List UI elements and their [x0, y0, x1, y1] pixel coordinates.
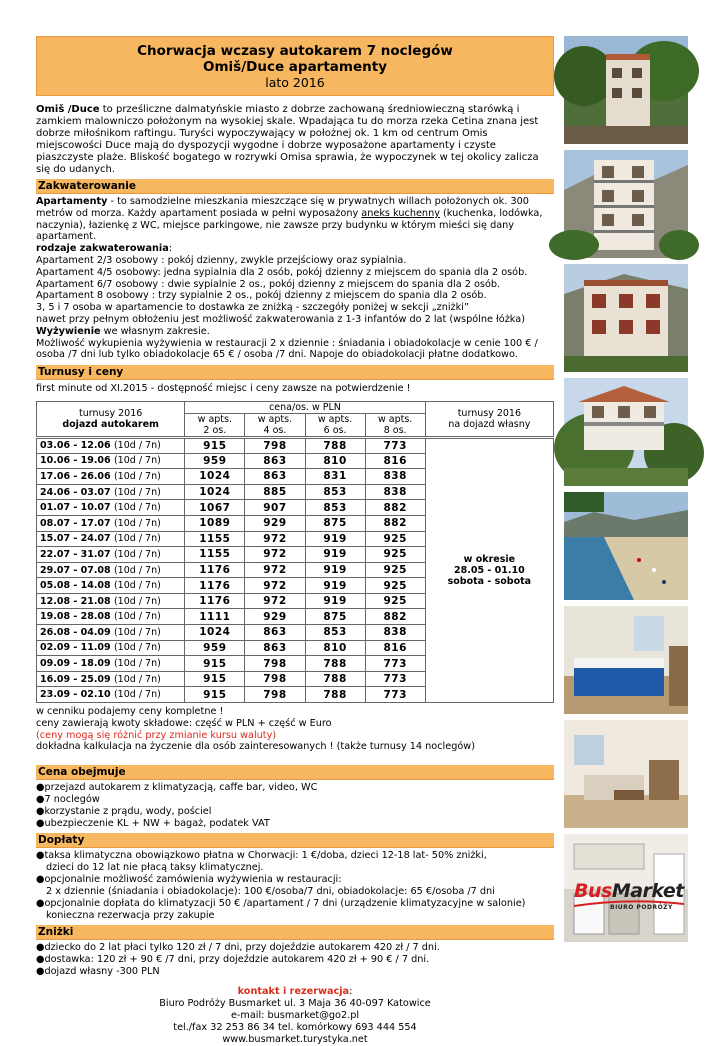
apartments-desc: [36, 196, 554, 243]
turnus-date-range: 16.09 - 25.09: [40, 673, 111, 685]
list-item: ● dziecko do 2 lat płaci tylko 120 zł / 7 dni, przy dojeździe autokarem 420 zł / 7 dni.: [36, 942, 554, 954]
main-content: [36, 36, 554, 1046]
photo-villa-3: [564, 264, 688, 372]
price-cell: 915: [185, 437, 245, 453]
turnus-length: (10d / 7n): [113, 517, 161, 529]
list-item: ● korzystanie z prądu, wody, pościel: [36, 806, 554, 818]
turnus-dates: [37, 500, 185, 516]
own-travel-period-line: 28.05 - 01.10: [454, 565, 525, 576]
price-cell: 798: [245, 437, 305, 453]
turnus-date-range: 19.08 - 28.08: [40, 611, 111, 623]
food-extra: Możliwość wykupienia wyżywienia w restauracji 2 x dziennie : śniadania i obiadokolacje w cenie 100 € / osoba /7 dni lub tylko obiadokolacje 65 € / osoba /7 dni. Napoje do obiadokolacji płatne dodatkowo.: [36, 337, 538, 361]
price-cell: 788: [305, 437, 365, 453]
busmarket-logo: [574, 876, 684, 916]
after-table-l2: ceny zawierają kwoty składowe: część w PLN + część w Euro: [36, 717, 332, 729]
type-line: 3, 5 i 7 osoba w apartamencie to dostawka ze zniżką - szczegóły poniżej w sekcji „zniżki”: [36, 302, 469, 314]
contact-address: Biuro Podróży Busmarket ul. 3 Maja 36 40-097 Katowice: [159, 998, 431, 1010]
price-cell: 1155: [185, 531, 245, 547]
apartments-text-2: (kuchenka, lodówka, naczynia), łazienkę z WC, miejsce parkingowe, nie zawsze przy budynku w którym mieści się dany apartament.: [36, 207, 543, 243]
price-cell: 959: [185, 453, 245, 469]
price-group-header: cena/os. w PLN: [185, 401, 425, 413]
price-cell: 838: [365, 469, 425, 485]
logo-sub: BIURO PODRÓŻY: [610, 904, 673, 911]
list-item: ● dojazd własny -300 PLN: [36, 966, 554, 978]
turnus-dates: [37, 515, 185, 531]
price-cell: 1024: [185, 469, 245, 485]
price-cell: 863: [245, 453, 305, 469]
col-right-1: turnusy 2016: [457, 407, 521, 419]
col-turnus-sub: dojazd autokarem: [62, 418, 159, 430]
logo-word: [574, 880, 684, 902]
price-cell: 816: [365, 640, 425, 656]
title-line-2: Omiš/Duce apartamenty: [202, 59, 387, 75]
turnus-date-range: 24.06 - 03.07: [40, 486, 111, 498]
turnus-date-range: 08.07 - 17.07: [40, 517, 111, 529]
turnus-dates: [37, 578, 185, 594]
price-cell: 972: [245, 562, 305, 578]
contact-website[interactable]: www.busmarket.turystyka.net: [222, 1034, 368, 1046]
type-line: Apartament 6/7 osobowy : dwie sypialnie 2 os., pokój dzienny z miejscem do spania dla 2 osób.: [36, 278, 501, 290]
price-cell: 798: [245, 656, 305, 672]
intro-text: to prześliczne dalmatyńskie miasto z dobrze zachowaną średniowieczną starówką i zamkiem malowniczo położonym na wysokiej skale. Wpadająca tu do morza rzeka Cetina znana jest dobrze miłośnikom raftingu. Turyści wypoczywający w położnej ok. 1 km od centrum Omis miejscowości Duce mają do dyspozycji wygodne i dobrze wyposażone apartamenty i czyste piaszczyste plaże. Bliskość bogatego w rozrywki Omisa sprawia, że wypoczynek w tej okolicy zalicza się do udanych.: [36, 104, 539, 175]
apt-col-l2: 4 os.: [263, 424, 287, 436]
col-right-header: [425, 401, 553, 437]
price-cell: 929: [245, 609, 305, 625]
list-item: [36, 850, 554, 874]
price-cell: 1155: [185, 547, 245, 563]
price-cell: 853: [305, 500, 365, 516]
price-cell: 919: [305, 593, 365, 609]
own-travel-period-line: sobota - sobota: [447, 576, 532, 587]
type-line: Apartament 4/5 osobowy: jedna sypialnia dla 2 osób, pokój dzienny z miejscem do spania dla 2 osób.: [36, 266, 528, 278]
price-cell: 773: [365, 656, 425, 672]
own-travel-period-cell: [425, 437, 553, 702]
section-cena: Cena obejmuje: [36, 765, 554, 780]
turnus-length: (10d / 7n): [113, 580, 161, 592]
turnus-dates: [37, 625, 185, 641]
contact-block: [36, 986, 554, 1046]
intro-paragraph: [36, 104, 554, 176]
apt-col-l2: 8 os.: [383, 424, 407, 436]
price-cell: 915: [185, 671, 245, 687]
doplaty-list: [36, 850, 554, 922]
price-cell: 1067: [185, 500, 245, 516]
turnus-date-range: 29.07 - 07.08: [40, 564, 111, 576]
price-cell: 1024: [185, 625, 245, 641]
contact-email[interactable]: e-mail: busmarket@go2.pl: [230, 1010, 360, 1022]
price-cell: 853: [305, 484, 365, 500]
turnus-dates: [37, 437, 185, 453]
doplaty-item-3: opcjonalnie dopłata do klimatyzacji 50 € /apartament / 7 dni (urządzenie klimatyzacyjne w salonie): [44, 898, 526, 910]
turnus-dates: [37, 609, 185, 625]
price-cell: 919: [305, 547, 365, 563]
price-cell: 810: [305, 453, 365, 469]
after-table-l4: dokładna kalkulacja na życzenie dla osób zainteresowanych ! (także turnusy 14 noclegów): [36, 741, 475, 753]
price-cell: 929: [245, 515, 305, 531]
turnus-dates: [37, 640, 185, 656]
section-doplaty: Dopłaty: [36, 833, 554, 848]
price-cell: 972: [245, 531, 305, 547]
turnus-date-range: 05.08 - 14.08: [40, 580, 111, 592]
price-cell: 1176: [185, 593, 245, 609]
price-cell: 810: [305, 640, 365, 656]
apartments-text-1: - to samodzielne mieszkania mieszczące się w prywatnych willach położonych ok. 300 metrów od morza. Każdy apartament posiada w pełni wyposażony: [36, 196, 529, 219]
table-row: [37, 437, 554, 453]
price-cell: 907: [245, 500, 305, 516]
turnus-dates: [37, 671, 185, 687]
apt-col-header: [365, 413, 425, 437]
zakwaterowanie-block: [36, 196, 554, 361]
list-item: ● przejazd autokarem z klimatyzacją, caffe bar, video, WC: [36, 782, 554, 794]
price-cell: 788: [305, 671, 365, 687]
price-cell: 882: [365, 515, 425, 531]
price-cell: 798: [245, 687, 305, 703]
apt-col-header: [185, 413, 245, 437]
turnus-dates: [37, 547, 185, 563]
price-cell: 925: [365, 547, 425, 563]
price-cell: 838: [365, 625, 425, 641]
types-label: rodzaje zakwaterowania: [36, 243, 169, 255]
type-line: Apartament 8 osobowy : trzy sypialnie 2 os., pokój dzienny z miejscem do spania dla 2 osób.: [36, 290, 487, 302]
turnus-dates: [37, 687, 185, 703]
price-cell: 882: [365, 609, 425, 625]
price-cell: 882: [365, 500, 425, 516]
turnus-date-range: 09.09 - 18.09: [40, 658, 111, 670]
contact-colon: :: [349, 986, 353, 998]
apt-col-l2: 6 os.: [323, 424, 347, 436]
own-travel-period-line: w okresie: [463, 554, 516, 565]
turnus-dates: [37, 531, 185, 547]
turnus-length: (10d / 7n): [113, 470, 161, 482]
turnus-length: (10d / 7n): [113, 642, 161, 654]
apt-col-l1: w apts.: [257, 413, 293, 425]
turnus-date-range: 03.06 - 12.06: [40, 440, 111, 452]
turnus-date-range: 23.09 - 02.10: [40, 689, 111, 701]
price-cell: 838: [365, 484, 425, 500]
price-cell: 1111: [185, 609, 245, 625]
doplaty-item-2b: 2 x dziennie (śniadania i obiadokolacje): 100 €/osoba/7 dni, obiadokolacje: 65 €/osoba /7 dni: [46, 886, 495, 898]
price-cell: 925: [365, 593, 425, 609]
contact-phone: tel./fax 32 253 86 34 tel. komórkowy 693 444 554: [173, 1022, 417, 1034]
after-table-l1: w cenniku podajemy ceny kompletne !: [36, 706, 224, 718]
col-turnus: turnusy 2016: [78, 407, 143, 419]
price-cell: 788: [305, 656, 365, 672]
photo-beach: [564, 492, 688, 600]
turnus-date-range: 10.06 - 19.06: [40, 455, 111, 467]
turnus-date-range: 01.07 - 10.07: [40, 502, 111, 514]
znizki-list: [36, 942, 554, 978]
price-cell: 875: [305, 609, 365, 625]
price-table-body: [37, 437, 554, 702]
price-cell: 925: [365, 578, 425, 594]
section-turnusy: Turnusy i ceny: [36, 365, 554, 380]
turnus-length: (10d / 7n): [113, 658, 161, 670]
title-line-3: lato 2016: [265, 75, 325, 90]
kitchen-link-text: aneks kuchenny: [361, 207, 440, 219]
turnus-date-range: 02.09 - 11.09: [40, 642, 111, 654]
turnus-date-range: 26.08 - 04.09: [40, 626, 111, 638]
price-cell: 816: [365, 453, 425, 469]
turnus-length: (10d / 7n): [113, 689, 161, 701]
turnus-date-range: 22.07 - 31.07: [40, 548, 111, 560]
price-cell: 773: [365, 437, 425, 453]
list-item: [36, 874, 554, 898]
section-znizki: Zniżki: [36, 925, 554, 940]
turnus-length: (10d / 7n): [113, 533, 161, 545]
photo-villa-1: [564, 36, 688, 144]
photo-column: [564, 36, 688, 948]
apt-col-header: [305, 413, 365, 437]
price-cell: 915: [185, 687, 245, 703]
turnus-length: (10d / 7n): [113, 440, 161, 452]
price-cell: 925: [365, 562, 425, 578]
turnusy-note: first minute od XI.2015 - dostępność miejsc i ceny zawsze na potwierdzenie !: [36, 383, 411, 395]
price-table: [36, 401, 554, 703]
turnus-length: (10d / 7n): [113, 455, 161, 467]
price-cell: 972: [245, 593, 305, 609]
price-cell: 972: [245, 578, 305, 594]
list-item: ● dostawka: 120 zł + 90 € /7 dni, przy dojeździe autokarem 420 zł + 90 € / 7 dni.: [36, 954, 554, 966]
price-cell: 972: [245, 547, 305, 563]
turnus-length: (10d / 7n): [113, 564, 161, 576]
turnus-length: (10d / 7n): [113, 611, 161, 623]
price-cell: 875: [305, 515, 365, 531]
turnus-dates: [37, 484, 185, 500]
list-item: ● 7 noclegów: [36, 794, 554, 806]
price-cell: 959: [185, 640, 245, 656]
turnus-length: (10d / 7n): [113, 548, 161, 560]
title-box: [36, 36, 554, 96]
price-cell: 919: [305, 578, 365, 594]
logo-bus: Bus: [574, 880, 612, 902]
photo-living-room: [564, 720, 688, 828]
price-cell: 863: [245, 469, 305, 485]
price-cell: 798: [245, 671, 305, 687]
doplaty-item-1: taksa klimatyczna obowiązkowo płatna w Chorwacji: 1 €/doba, dzieci 12-18 lat- 50% zniżki,: [44, 850, 487, 862]
turnus-length: (10d / 7n): [113, 502, 161, 514]
price-cell: 919: [305, 531, 365, 547]
apartments-lead: Apartamenty: [36, 196, 108, 207]
turnus-length: (10d / 7n): [113, 626, 161, 638]
doplaty-item-2: opcjonalnie możliwość zamówienia wyżywienia w restauracji:: [44, 874, 342, 886]
turnus-dates: [37, 453, 185, 469]
price-cell: 1024: [185, 484, 245, 500]
apt-col-header: [245, 413, 305, 437]
price-cell: 863: [245, 640, 305, 656]
price-cell: 925: [365, 531, 425, 547]
intro-lead: Omiš /Duce: [36, 104, 100, 115]
food-text: we własnym zakresie.: [100, 325, 210, 337]
turnus-date-range: 15.07 - 24.07: [40, 533, 111, 545]
apt-col-l1: w apts.: [197, 413, 232, 425]
price-cell: 831: [305, 469, 365, 485]
food-line: [36, 326, 554, 338]
apt-col-l2: 2 os.: [203, 424, 227, 436]
price-cell: 863: [245, 625, 305, 641]
price-cell: 1176: [185, 562, 245, 578]
turnus-date-range: 12.08 - 21.08: [40, 595, 111, 607]
turnus-length: (10d / 7n): [113, 486, 161, 498]
type-line: Apartament 2/3 osobowy : pokój dzienny, zwykle przejściowy oraz sypialnia.: [36, 254, 407, 266]
photo-villa-4: [564, 378, 688, 486]
doplaty-item-1b: dzieci do 12 lat nie płacą taksy klimatycznej.: [46, 862, 264, 874]
contact-heading: kontakt i rezerwacja: [237, 986, 350, 998]
photo-bedroom: [564, 606, 688, 714]
type-line: nawet przy pełnym obłożeniu jest możliwość zakwaterowania z 1-3 infantów do 2 lat (wspólne łóżka): [36, 313, 525, 325]
after-table-l3: (ceny mogą się różnić przy zmianie kursu waluty): [36, 729, 277, 741]
price-cell: 853: [305, 625, 365, 641]
col-right-2: na dojazd własny: [448, 418, 531, 430]
price-cell: 1089: [185, 515, 245, 531]
turnus-length: (10d / 7n): [113, 673, 161, 685]
col-turnus-header: [37, 401, 185, 437]
turnus-dates: [37, 562, 185, 578]
title-line-1: Chorwacja wczasy autokarem 7 noclegów: [137, 43, 453, 59]
apt-col-l1: w apts.: [377, 413, 413, 425]
price-cell: 885: [245, 484, 305, 500]
types-colon: :: [168, 243, 173, 255]
photo-villa-2: [564, 150, 688, 258]
price-cell: 919: [305, 562, 365, 578]
logo-market: Market: [611, 880, 684, 902]
food-label: Wyżywienie: [36, 325, 101, 337]
price-cell: 1176: [185, 578, 245, 594]
section-zakwaterowanie: Zakwaterowanie: [36, 179, 554, 194]
cena-list: [36, 782, 554, 830]
price-cell: 915: [185, 656, 245, 672]
price-cell: 788: [305, 687, 365, 703]
list-item: ● ubezpieczenie KL + NW + bagaż, podatek VAT: [36, 818, 554, 830]
list-item: [36, 898, 554, 922]
types-label-line: [36, 243, 554, 255]
doplaty-item-3b: konieczna rezerwacja przy zakupie: [46, 910, 215, 922]
after-table-notes: [36, 706, 554, 753]
apt-col-l1: w apts.: [317, 413, 353, 425]
turnus-dates: [37, 593, 185, 609]
price-cell: 773: [365, 687, 425, 703]
price-cell: 773: [365, 671, 425, 687]
turnus-dates: [37, 656, 185, 672]
turnus-date-range: 17.06 - 26.06: [40, 470, 111, 482]
turnus-length: (10d / 7n): [113, 595, 161, 607]
turnus-dates: [37, 469, 185, 485]
contact-heading-line: [36, 986, 554, 998]
